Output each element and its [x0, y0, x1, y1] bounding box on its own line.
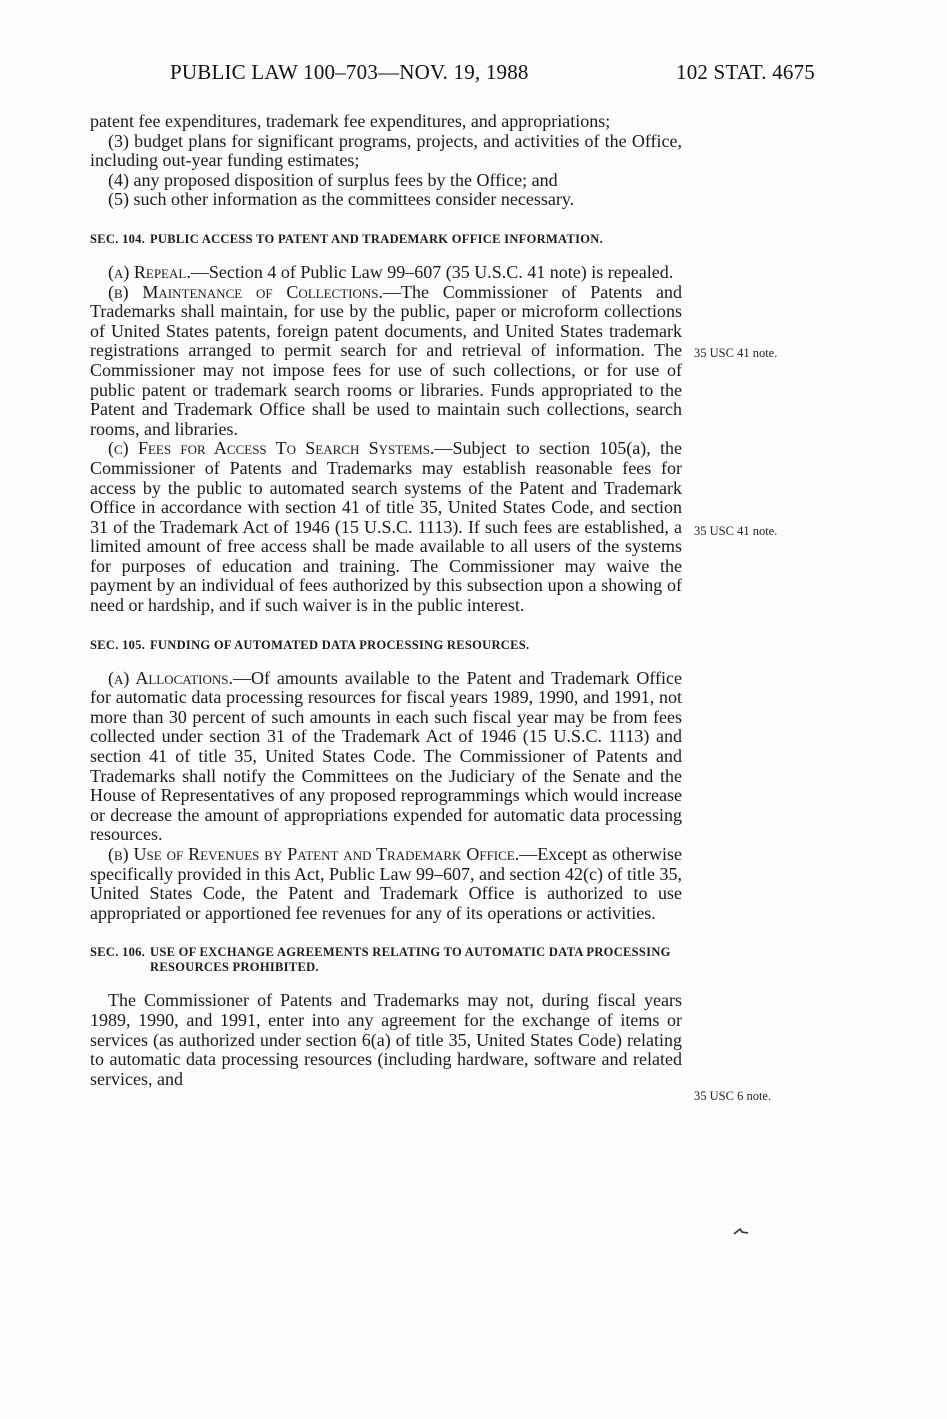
subsection-heading: (a) Repeal. [108, 261, 191, 282]
list-item-5: (5) such other information as the committees consider necessary. [108, 189, 575, 210]
continued-paragraph: patent fee expenditures, trademark fee expenditures, and appropriations; [90, 111, 611, 131]
subsection-heading: (b) Use of Revenues by Patent and Trademark Office. [108, 844, 520, 864]
list-item-3: (3) budget plans for significant programs, projects, and activities of the Office, including out-year funding estimates; [90, 130, 682, 171]
margin-note-35-usc-41: 35 USC 41 note. [694, 346, 778, 360]
section-106-heading [90, 945, 682, 975]
subsection-heading: (c) Fees for Access To Search Systems. [108, 438, 435, 459]
section-104-c [90, 439, 682, 615]
section-title: USE OF EXCHANGE AGREEMENTS RELATING TO AUTOMATIC DATA PROCESSING RESOURCES PROHIBITED. [150, 945, 671, 975]
subsection-text: —Of amounts available to the Patent and Trademark Office for automatic data processing resources for fiscal years 1989, 1990, and 1991, not more than 30 percent of such amounts in each such fiscal year may be from fees collected under section 31 of the Trademark Act of 1946 (15 U.S.C. 1113) and section 41 of title 35, United States Code. The Commissioner of Patents and Trademarks shall notify the Committees on the Judiciary of the Senate and the House of Representatives of any proposed reprogrammings which would increase or decrease the amount of appropriations expended for automatic data processing resources. [90, 667, 682, 845]
section-number: SEC. 106. [90, 945, 146, 960]
section-105-heading [90, 638, 682, 653]
subsection-text: —Except as otherwise specifically provided in this Act, Public Law 99–607, and section 42(c) of title 35, United States Code, the Patent and Trademark Office is authorized to use appropriated or apportioned fee revenues for any of its operations or activities. [90, 844, 683, 923]
section-105-a [90, 669, 682, 845]
subsection-heading: (a) Allocations. [108, 667, 233, 688]
running-header-title: PUBLIC LAW 100–703—NOV. 19, 1988 [170, 60, 529, 84]
section-number: SEC. 105. [90, 637, 146, 652]
subsection-text: —Section 4 of Public Law 99–607 (35 U.S.C. 41 note) is repealed. [190, 261, 674, 282]
margin-note-35-usc-6: 35 USC 6 note. [694, 1089, 772, 1103]
section-106-text: The Commissioner of Patents and Trademarks may not, during fiscal years 1989, 1990, and 1991, enter into any agreement for the exchange of items or services (as authorized under section 6(a) of title 35, United States Code) relating to automatic data processing resources (including hardware, software and related services, and [90, 990, 682, 1089]
subsection-text: —The Commissioner of Patents and Trademarks shall maintain, for use by the public, paper or microform collections of United States patents, foreign patent documents, and United States trademark registrations arranged to permit search for and retrieval of information. The Commissioner may not impose fees for use of such collections, or for use of public patent or trademark search rooms or libraries. Funds appropriated to the Patent and Trademark Office shall be used to maintain such collections, search rooms, and libraries. [90, 281, 683, 439]
section-number: SEC. 104. [90, 231, 146, 246]
section-title: FUNDING OF AUTOMATED DATA PROCESSING RESOURCES. [150, 637, 530, 652]
section-104-heading [90, 232, 682, 247]
subsection-text: —Subject to section 105(a), the Commissioner of Patents and Trademarks may establish reasonable fees for access by the public to automated search systems of the Patent and Trademark Office in accordance with section 41 of title 35, United States Code, and section 31 of the Trademark Act of 1946 (15 U.S.C. 1113). If such fees are established, a limited amount of free access shall be made available to all users of the systems for purposes of education and training. The Commissioner may waive the payment by an individual of fees authorized by this subsection upon a showing of need or hardship, and if such waiver is in the public interest. [90, 438, 683, 616]
list-item-4: (4) any proposed disposition of surplus fees by the Office; and [108, 169, 558, 190]
subsection-heading: (b) Maintenance of Collections. [108, 281, 383, 302]
section-105-b [90, 845, 682, 923]
section-104-a [90, 263, 682, 283]
section-104-b [90, 283, 682, 440]
running-header-page: 102 STAT. 4675 [676, 60, 815, 84]
document-body [90, 112, 682, 1089]
page-mark-icon [733, 1227, 749, 1235]
section-title: PUBLIC ACCESS TO PATENT AND TRADEMARK OFFICE INFORMATION. [150, 231, 604, 246]
margin-note-35-usc-41: 35 USC 41 note. [694, 524, 778, 538]
